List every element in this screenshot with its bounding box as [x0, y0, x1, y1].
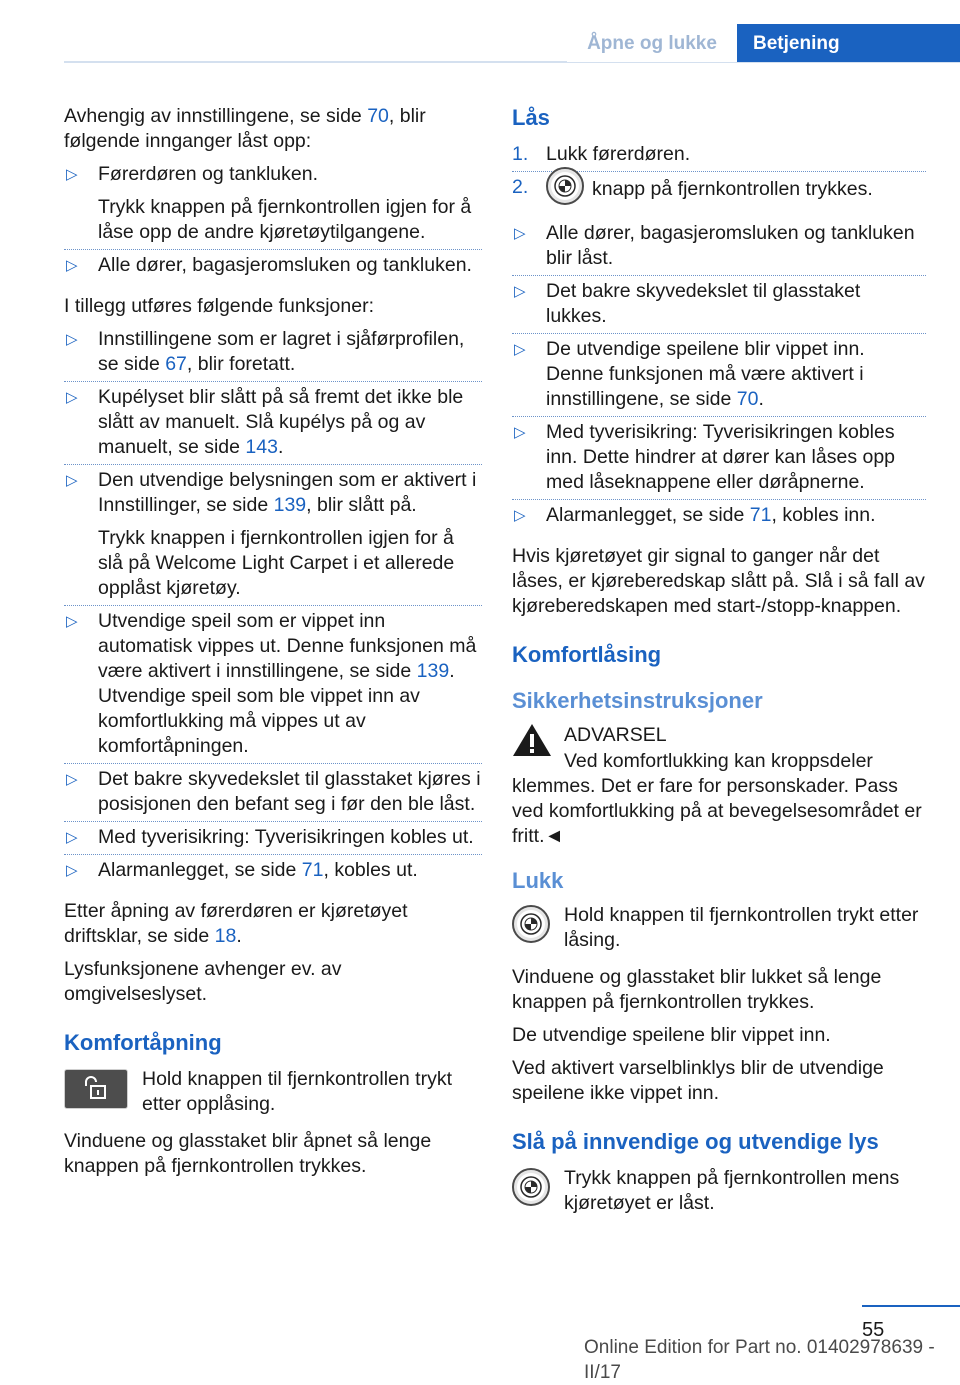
comfort-open-result: Vinduene og glasstaket blir åpnet så lenge knappen på fjernkontrollen trykkes. [64, 1130, 432, 1177]
list-item [512, 420, 926, 503]
also-intro: I tillegg utføres følgende funksjoner: [64, 295, 374, 317]
item-text: Det bakre skyvedekslet til glasstaket kjøres i posisjonen den befant seg i før den ble låst. [98, 768, 481, 815]
bullet-icon: ▷ [66, 829, 78, 846]
warning-label: ADVARSEL [564, 724, 667, 746]
lock-button-icon [512, 905, 550, 943]
item-text: Med tyverisikring: Tyverisikringen kobles ut. [98, 826, 474, 848]
page-number: 55 [862, 1319, 885, 1341]
step-number: 2. [512, 176, 529, 198]
list-item [64, 767, 482, 825]
lock-button-icon [512, 1168, 550, 1206]
item-text: Alle dører, bagasjeromsluken og tankluken. [98, 254, 472, 276]
right-column [512, 104, 926, 1228]
item-text: Førerdøren og tankluken. [98, 163, 319, 185]
bullet-icon: ▷ [66, 613, 78, 630]
warning-block [512, 723, 926, 849]
list-item [64, 385, 482, 468]
bullet-icon: ▷ [514, 283, 526, 300]
item-text: Den utvendige belysningen som er aktivert i Innstillinger, se side 139, blir slått på. [98, 469, 477, 516]
page-link[interactable]: 70 [367, 105, 389, 127]
item-text: Alarmanlegget, se side 71, kobles inn. [546, 504, 876, 526]
item-text: De utvendige speilene blir vippet inn. Denne funksjonen må være aktivert i innstillingene, se side 70. [546, 338, 865, 410]
close-heading: Lukk [512, 868, 564, 893]
list-item [64, 162, 482, 253]
lock-steps [512, 142, 926, 213]
warning-icon [512, 723, 552, 757]
item-text: Innstillingene som er lagret i sjåførprofilen, se side 67, blir foretatt. [98, 328, 465, 375]
after-open-paragraph: Etter åpning av førerdøren er kjøretøyet driftsklar, se side 18. [64, 900, 408, 947]
bullet-icon: ▷ [66, 472, 78, 489]
edition-note: Online Edition for Part no. 01402978639 - II/17 [584, 1337, 935, 1383]
page-link[interactable]: 67 [165, 353, 187, 375]
comfort-open-block [64, 1067, 482, 1117]
list-item [64, 253, 482, 286]
close-result-1: Vinduene og glasstaket blir lukket så lenge knappen på fjernkontrollen trykkes. [512, 966, 882, 1013]
item-text: Alarmanlegget, se side 71, kobles ut. [98, 859, 418, 881]
page-link[interactable]: 18 [214, 925, 237, 947]
list-item [64, 327, 482, 385]
bullet-icon: ▷ [66, 257, 78, 274]
lock-heading: Lås [512, 105, 550, 130]
step-number: 1. [512, 143, 529, 165]
item-text: Alle dører, bagasjeromsluken og tankluken blir låst. [546, 222, 915, 269]
list-item [64, 858, 482, 891]
page-link[interactable]: 71 [749, 504, 772, 526]
close-instruction: Hold knappen til fjernkontrollen trykt etter låsing. [564, 904, 919, 951]
bullet-icon: ▷ [514, 225, 526, 242]
list-item [64, 825, 482, 858]
bullet-icon: ▷ [66, 331, 78, 348]
bullet-icon: ▷ [514, 424, 526, 441]
close-result-3: Ved aktivert varselblinklys blir de utvendige speilene ikke vippet inn. [512, 1057, 884, 1104]
lock-button-icon [546, 167, 584, 205]
section-tab[interactable]: Åpne og lukke [567, 24, 737, 62]
list-item [512, 221, 926, 279]
page-link[interactable]: 139 [416, 660, 450, 682]
item-text: Det bakre skyvedekslet til glasstaket lukkes. [546, 280, 861, 327]
chapter-tab[interactable]: Betjening [737, 24, 960, 62]
warning-text: Ved komfortlukking kan kroppsdeler klemmes. Det er fare for personskader. Pass ved komfortlukking på at bevegelsesområdet er fritt.◄ [512, 750, 922, 847]
function-list [64, 327, 482, 891]
safety-heading: Sikkerhetsinstruksjoner [512, 688, 763, 713]
bullet-icon: ▷ [514, 341, 526, 358]
comfort-close-heading: Komfortlåsing [512, 642, 662, 667]
comfort-open-heading: Komfortåpning [64, 1030, 222, 1055]
list-item: 1. Lukk førerdøren. [512, 142, 926, 175]
bullet-icon: ▷ [66, 771, 78, 788]
list-item [512, 337, 926, 420]
footer-rule [862, 1305, 960, 1307]
signal-note: Hvis kjøretøyet gir signal to ganger når det låses, er kjøreberedskap slått på. Slå i så fall av kjøreberedskapen med start-/stopp-knappen. [512, 545, 925, 617]
item-subtext: Trykk knappen i fjernkontrollen igjen for å slå på Welcome Light Carpet i et allerede opplåst kjøretøy. [98, 527, 455, 599]
light-note: Lysfunksjonene avhenger ev. av omgivelseslyset. [64, 958, 342, 1005]
page-link[interactable]: 70 [736, 388, 759, 410]
close-block [512, 903, 926, 953]
bullet-icon: ▷ [66, 166, 78, 183]
lights-heading: Slå på innvendige og utvendige lys [512, 1129, 879, 1154]
close-result-2: De utvendige speilene blir vippet inn. [512, 1024, 831, 1046]
lights-instruction: Trykk knappen på fjernkontrollen mens kjøretøyet er låst. [564, 1167, 900, 1214]
list-item [512, 279, 926, 337]
page-link[interactable]: 143 [245, 436, 278, 458]
item-subtext: Trykk knappen på fjernkontrollen igjen for å låse opp de andre kjøretøytilgangene. [98, 196, 472, 243]
comfort-open-instruction: Hold knappen til fjernkontrollen trykt etter opplåsing. [142, 1068, 452, 1115]
unlock-button-icon [64, 1069, 128, 1109]
bullet-icon: ▷ [66, 862, 78, 879]
list-item [64, 609, 482, 767]
lights-block [512, 1166, 926, 1216]
bullet-icon: ▷ [66, 389, 78, 406]
list-item [512, 503, 926, 536]
left-column [64, 104, 482, 1187]
item-text: Utvendige speil som er vippet inn automatisk vippes ut. Denne funksjonen må være aktivert i innstillingene, se side 139. Utvendige speil som ble vippet inn av komfortlukking må vippes ut av komfortåpningen. [98, 610, 477, 757]
item-text: Kupélyset blir slått på så fremt det ikke ble slått av manuelt. Slå kupélys på og av manuelt, se side 143. [98, 386, 464, 458]
unlock-list [64, 162, 482, 286]
page-link[interactable]: 139 [273, 494, 307, 516]
intro-paragraph: Avhengig av innstillingene, se side 70, blir følgende innganger låst opp: [64, 105, 426, 152]
lock-result-list [512, 221, 926, 536]
list-item: 2. knapp på fjernkontrollen trykkes. [512, 175, 926, 213]
item-text: Med tyverisikring: Tyverisikringen kobles inn. Dette hindrer at dører kan låses opp med låseknappene eller døråpnerne. [546, 421, 896, 493]
page-link[interactable]: 71 [301, 859, 324, 881]
bullet-icon: ▷ [514, 507, 526, 524]
list-item [64, 468, 482, 609]
